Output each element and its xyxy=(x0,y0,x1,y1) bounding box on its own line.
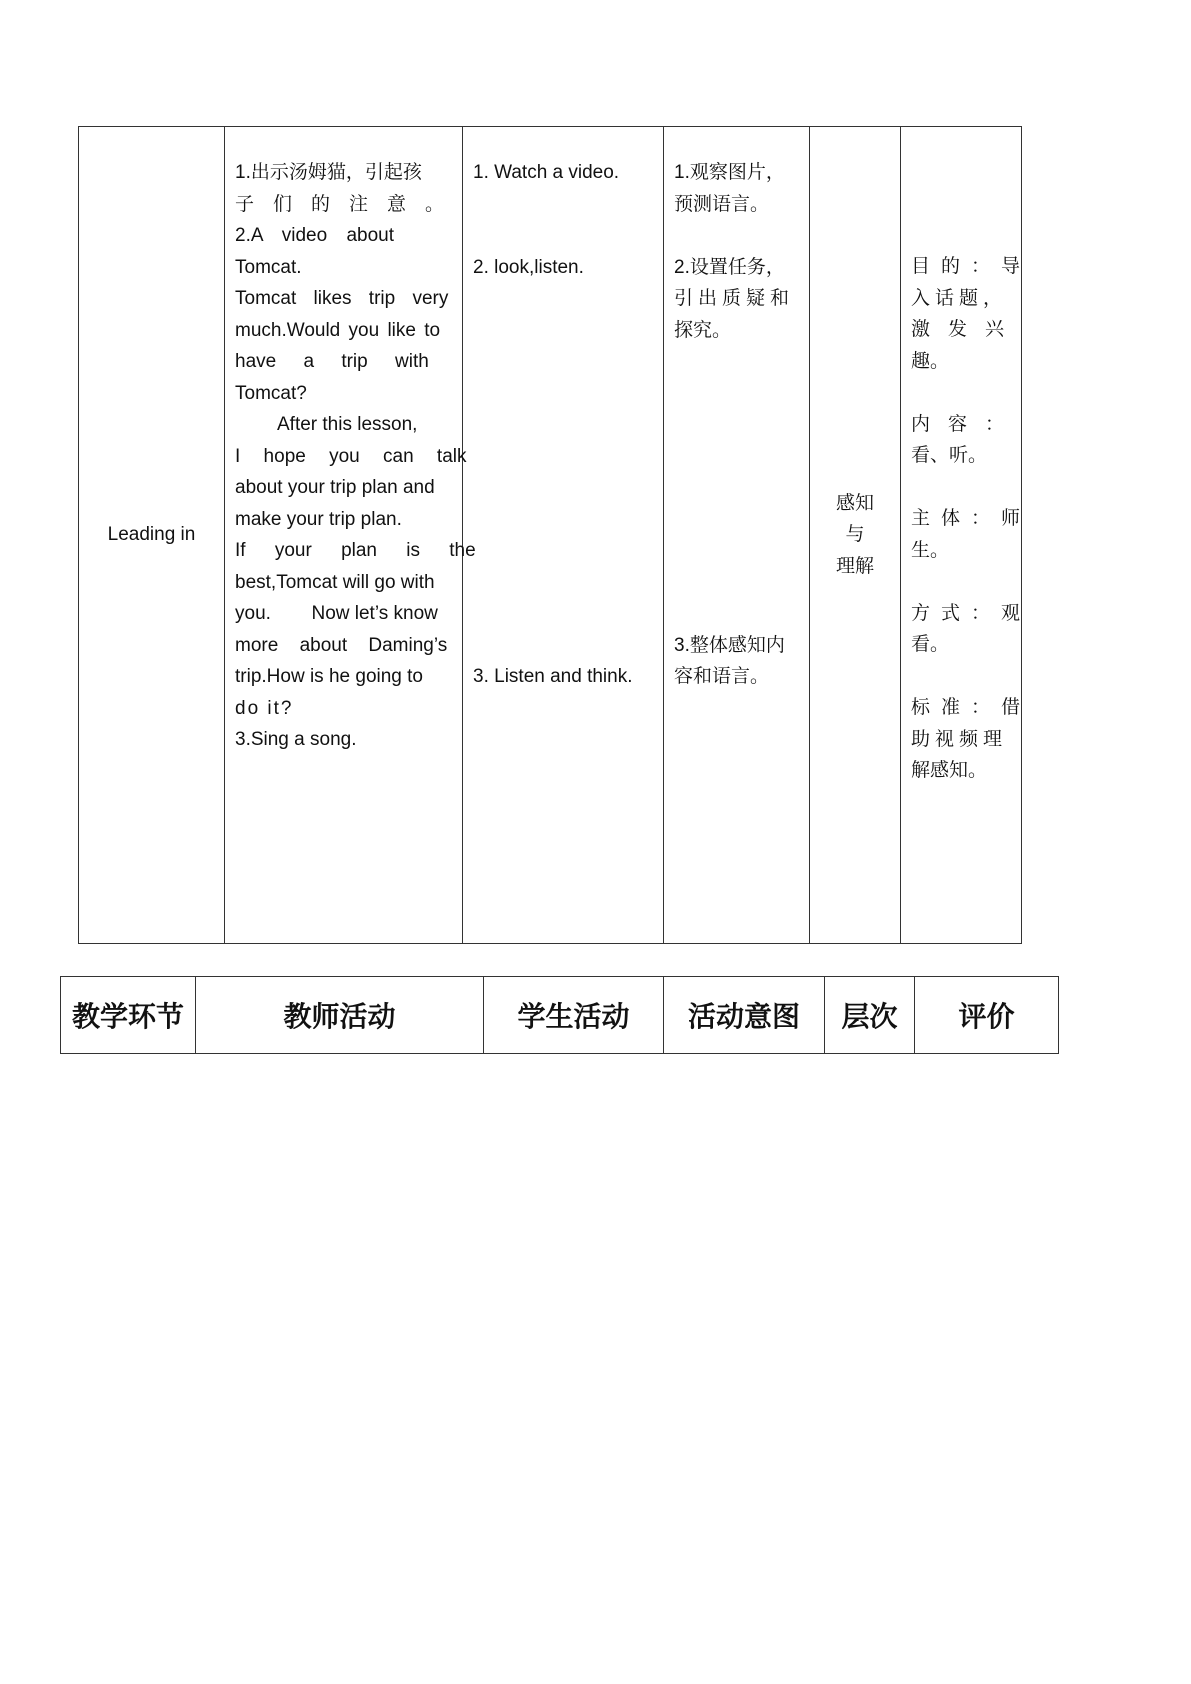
eval-line: 激发兴 xyxy=(911,319,1023,340)
teacher-line: 3.Sing a song. xyxy=(235,729,357,750)
stage-text: Leading in xyxy=(107,524,196,546)
intent-line: 容和语言。 xyxy=(674,666,770,687)
level-cell xyxy=(810,127,901,944)
eval-line: 看。 xyxy=(911,634,950,655)
teacher-activity-cell xyxy=(225,127,476,944)
eval-line: 生。 xyxy=(911,539,950,561)
table-row xyxy=(79,127,1022,944)
student-line: 2. look,listen. xyxy=(473,256,584,278)
eval-line: 标准：借 xyxy=(911,697,1032,718)
teacher-line: much.Would you like to xyxy=(235,319,441,341)
lesson-table xyxy=(78,126,1032,944)
intent-line: 引出质疑和 xyxy=(674,288,795,309)
teacher-line: make your trip plan. xyxy=(235,508,402,530)
teacher-line: trip.How is he going to xyxy=(235,666,423,687)
header-row xyxy=(61,977,1059,1054)
level-line: 与 xyxy=(845,524,865,546)
teacher-line: about your trip plan and xyxy=(235,477,435,498)
eval-line: 解感知。 xyxy=(911,760,988,781)
eval-line: 方式：观 xyxy=(911,602,1032,624)
teacher-line: have a trip with xyxy=(235,351,429,372)
activity-intent-cell xyxy=(664,127,810,944)
student-line: 1. Watch a video. xyxy=(473,162,620,183)
stage-cell xyxy=(79,127,225,944)
intent-line: 探究。 xyxy=(674,319,732,341)
eval-line: 看、听。 xyxy=(911,445,988,466)
teacher-line: Tomcat? xyxy=(235,382,307,404)
teacher-line: If your plan is the xyxy=(235,540,476,561)
student-activity-cell xyxy=(463,127,664,944)
teacher-line: Tomcat. xyxy=(235,256,302,278)
header-student: 学生活动 xyxy=(484,977,664,1054)
teacher-line: more about Daming’s xyxy=(235,634,448,656)
intent-line: 3.整体感知内 xyxy=(674,634,785,656)
teacher-text: Now let’s know xyxy=(311,603,438,624)
teacher-line: Tomcat likes trip very xyxy=(235,288,449,309)
level-line: 理解 xyxy=(835,555,874,577)
eval-line: 趣。 xyxy=(911,350,950,372)
eval-line: 助视频理 xyxy=(911,728,1008,750)
teacher-line: 2.A video about xyxy=(235,225,394,246)
header-table xyxy=(60,976,1059,1054)
teacher-line: I hope you can talk xyxy=(235,445,467,467)
eval-line: 主体：师 xyxy=(911,508,1032,529)
teacher-line: 1.出示汤姆猫，引起孩 xyxy=(235,162,422,183)
eval-line: 内容： xyxy=(911,413,1023,435)
student-line: 3. Listen and think. xyxy=(473,666,633,687)
evaluation-cell xyxy=(901,127,1032,944)
header-evaluation: 评价 xyxy=(915,977,1059,1054)
intent-line: 1.观察图片， xyxy=(674,162,785,183)
teacher-line-wrap xyxy=(235,598,452,630)
teacher-line: After this lesson, xyxy=(277,414,418,435)
eval-line: 目的：导 xyxy=(911,256,1032,277)
intent-line: 2.设置任务， xyxy=(674,256,785,278)
header-stage: 教学环节 xyxy=(61,977,196,1054)
header-level: 层次 xyxy=(825,977,915,1054)
header-intent: 活动意图 xyxy=(664,977,825,1054)
eval-line: 入话题， xyxy=(911,287,1008,309)
level-line: 感知 xyxy=(835,492,874,514)
teacher-text: you. xyxy=(235,603,271,624)
header-teacher: 教师活动 xyxy=(196,977,484,1054)
intent-line: 预测语言。 xyxy=(674,193,770,215)
teacher-line: best,Tomcat will go with xyxy=(235,571,435,593)
teacher-line: 子们的注意。 xyxy=(235,193,464,215)
teacher-line: do it? xyxy=(235,697,294,719)
